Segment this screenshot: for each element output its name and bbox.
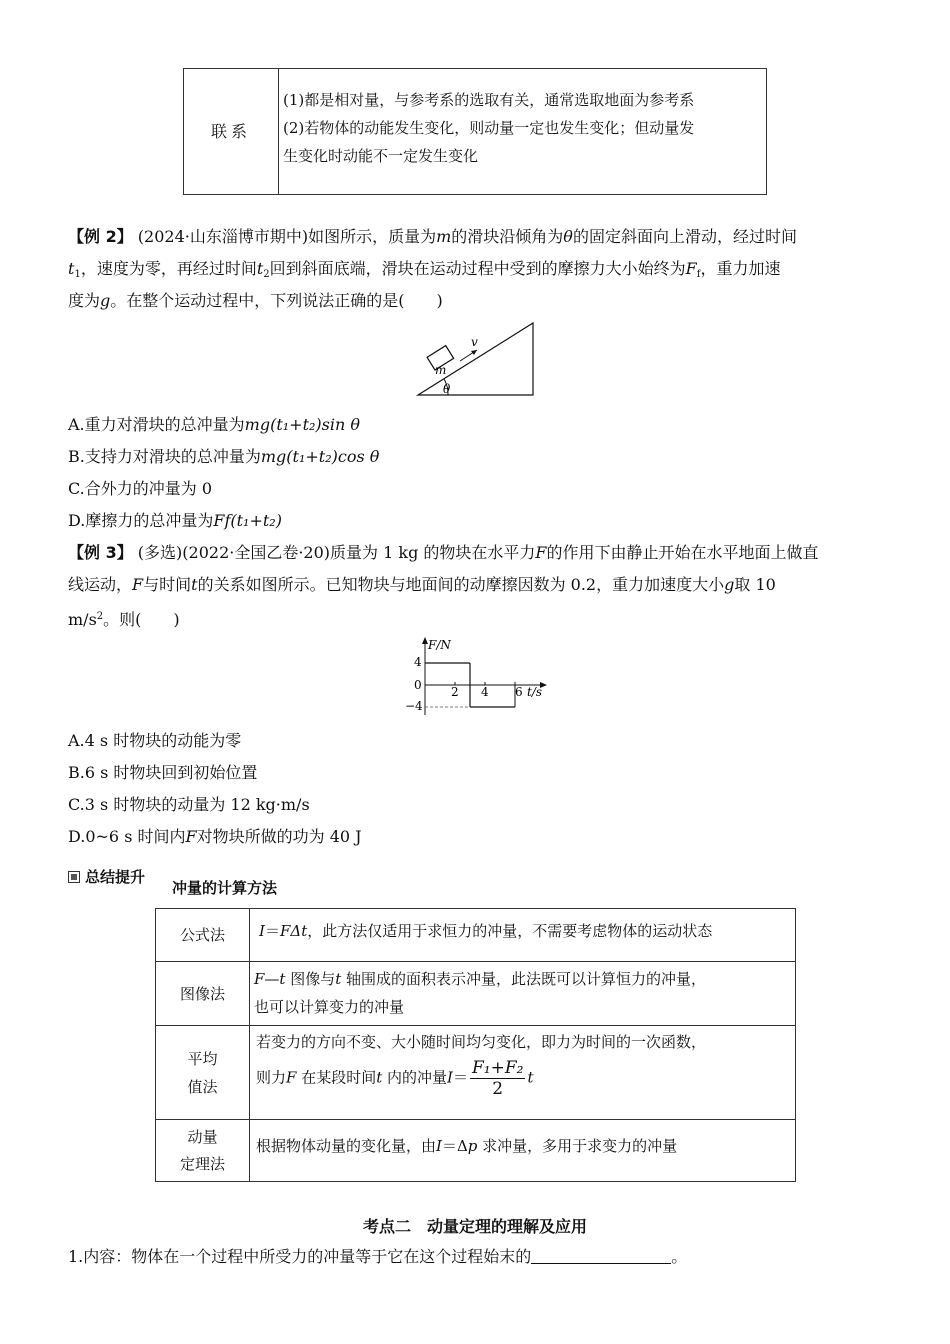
ex2-tag: 【例 2】 bbox=[68, 227, 133, 246]
xtick-6: 6 bbox=[515, 685, 523, 699]
ex2-text: ，重力加速 bbox=[700, 259, 781, 278]
summary-name: 定理法 bbox=[179, 1154, 225, 1173]
item-end: 。 bbox=[671, 1247, 688, 1266]
opt-expr: Ff(t₁+t₂) bbox=[213, 511, 282, 530]
ex3-text: 的关系如图所示。已知物块与地面间的动摩擦因数为 0.2，重力加速度大小 bbox=[197, 575, 725, 594]
ex2-text: 的固定斜面向上滑动，经过时间 bbox=[572, 227, 797, 246]
opt-text: A.重力对滑块的总冲量为 bbox=[68, 415, 245, 434]
ex3-tag: 【例 3】 bbox=[68, 543, 133, 562]
ex2-text: 的滑块沿倾角为 bbox=[451, 227, 564, 246]
var: t bbox=[376, 1068, 383, 1087]
ex2-option-a bbox=[68, 414, 360, 436]
ex2-option-d bbox=[68, 510, 282, 532]
summary-row2-line1 bbox=[254, 965, 795, 993]
ex2-line3 bbox=[68, 290, 443, 312]
summary-title: 冲量的计算方法 bbox=[172, 879, 278, 897]
summary-box-icon bbox=[68, 871, 80, 883]
ex3-var-t: t bbox=[191, 575, 198, 594]
ex3-var-F: F bbox=[535, 543, 547, 562]
summary-row1-content bbox=[249, 908, 796, 962]
item-text: 1.内容：物体在一个过程中所受力的冲量等于它在这个过程始末的 bbox=[68, 1247, 532, 1266]
ex3-option-a: A.4 s 时物块的动能为零 bbox=[68, 731, 242, 750]
var: I bbox=[436, 1137, 442, 1155]
var: t bbox=[527, 1068, 534, 1087]
txt: 在某段时间 bbox=[296, 1068, 377, 1087]
ft-chart bbox=[395, 635, 555, 717]
txt: ＝Δ bbox=[441, 1137, 468, 1155]
var: t bbox=[335, 970, 342, 988]
summary-name: 公式法 bbox=[179, 926, 225, 944]
ex2-text: 。在整个运动过程中，下列说法正确的是( ) bbox=[110, 291, 443, 310]
var: t bbox=[279, 970, 286, 988]
ex3-text: 与时间 bbox=[143, 575, 192, 594]
ex3-text: (多选)(2022·全国乙卷·20)质量为 1 kg 的物块在水平力 bbox=[132, 543, 536, 562]
summary-row1-name bbox=[155, 908, 250, 962]
xlabel: t/s bbox=[527, 685, 543, 699]
summary-name: 值法 bbox=[187, 1077, 218, 1096]
ex3-option-b: B.6 s 时物块回到初始位置 bbox=[68, 763, 258, 782]
ex2-option-b bbox=[68, 446, 379, 468]
summary-row3-line2 bbox=[256, 1058, 795, 1099]
ex3-option-c: C.3 s 时物块的动量为 12 kg·m/s bbox=[68, 795, 310, 814]
ex3-text: 的作用下由静止开始在水平地面上做直 bbox=[546, 543, 819, 562]
txt: ＝ bbox=[452, 1068, 468, 1087]
txt: — bbox=[264, 970, 280, 988]
summary-row3-line1: 若变力的方向不变、大小随时间均匀变化，即力为时间的一次函数， bbox=[256, 1033, 707, 1051]
xtick-4: 4 bbox=[481, 685, 489, 699]
ex3-option-d bbox=[68, 826, 362, 848]
var: I bbox=[259, 922, 265, 940]
ex2-line1 bbox=[68, 226, 797, 248]
summary-row2-line2: 也可以计算变力的冲量 bbox=[254, 998, 405, 1016]
answer-blank[interactable] bbox=[531, 1247, 671, 1264]
ex2-var-F: F bbox=[685, 259, 697, 278]
summary-name: 平均 bbox=[187, 1049, 218, 1068]
ex3-var-F: F bbox=[132, 575, 144, 594]
opt-text: 对物块所做的功为 40 J bbox=[196, 827, 362, 846]
var: I bbox=[447, 1068, 453, 1087]
ex2-var-theta: θ bbox=[563, 227, 573, 246]
var: F bbox=[286, 1068, 297, 1087]
ex3-text: 线运动， bbox=[68, 575, 133, 594]
summary-row3-name bbox=[155, 1025, 250, 1120]
ex2-line2 bbox=[68, 258, 780, 286]
table1-line3: 生变化时动能不一定发生变化 bbox=[283, 147, 479, 165]
summary-header bbox=[68, 866, 145, 887]
txt: 轴围成的面积表示冲量，此法既可以计算恒力的冲量， bbox=[341, 970, 707, 988]
var: p bbox=[467, 1137, 478, 1155]
opt-expr: mg(t₁+t₂)sin θ bbox=[244, 415, 360, 434]
summary-row1-line bbox=[259, 920, 795, 942]
var: F bbox=[254, 970, 265, 988]
section-heading: 考点二 动量定理的理解及应用 bbox=[362, 1217, 587, 1236]
fig-label-theta: θ bbox=[443, 382, 451, 396]
txt: 内的冲量 bbox=[382, 1068, 448, 1087]
ex3-line1 bbox=[68, 542, 819, 564]
opt-text: B.支持力对滑块的总冲量为 bbox=[68, 447, 261, 466]
ex3-line3 bbox=[68, 606, 180, 631]
summary-row4-line bbox=[256, 1135, 795, 1157]
txt: 图像与 bbox=[285, 970, 336, 988]
txt: 根据物体动量的变化量，由 bbox=[256, 1137, 437, 1155]
table1-content-cell bbox=[278, 68, 767, 195]
table1-line2: (2)若物体的动能发生变化，则动量一定也发生变化；但动量发 bbox=[283, 119, 695, 137]
ex2-sub: 1 bbox=[74, 269, 81, 280]
ylabel: F/N bbox=[428, 638, 451, 652]
ex2-sub: f bbox=[696, 269, 701, 280]
fig-label-v: v bbox=[471, 335, 478, 349]
ex2-option-c: C.合外力的冲量为 0 bbox=[68, 479, 213, 498]
summary-row4-content bbox=[249, 1119, 796, 1182]
summary-row2-name bbox=[155, 961, 250, 1026]
ytick-0: 0 bbox=[414, 678, 422, 692]
opt-text: D.摩擦力的总冲量为 bbox=[68, 511, 214, 530]
table1-label-cell bbox=[183, 68, 279, 195]
txt: 则力 bbox=[256, 1068, 287, 1087]
fig-label-m: m bbox=[435, 363, 447, 377]
ex2-var-g: g bbox=[100, 291, 111, 310]
ex3-text: 取 10 bbox=[734, 575, 776, 594]
ex2-text: (2024·山东淄博市期中)如图所示，质量为 bbox=[132, 227, 437, 246]
txt: ＝ bbox=[264, 922, 280, 940]
fraction-numerator: F₁+F₂ bbox=[471, 1058, 524, 1078]
incline-figure bbox=[415, 320, 540, 400]
ex3-sup: 2 bbox=[96, 611, 104, 622]
ex3-line2 bbox=[68, 574, 776, 596]
ex3-var-F: F bbox=[185, 827, 197, 846]
txt: 求冲量，多用于求变力的冲量 bbox=[477, 1137, 678, 1155]
ex2-var-t1: t bbox=[68, 259, 75, 278]
txt: ，此方法仅适用于求恒力的冲量，不需要考虑物体的运动状态 bbox=[307, 922, 713, 940]
ex2-text: 回到斜面底端，滑块在运动过程中受到的摩擦力大小始终为 bbox=[269, 259, 686, 278]
ex3-text: 。则( ) bbox=[103, 610, 180, 629]
var: FΔt bbox=[279, 922, 308, 940]
ex2-sub: 2 bbox=[263, 269, 270, 280]
ytick-neg4: −4 bbox=[405, 699, 423, 713]
summary-name: 动量 bbox=[187, 1127, 218, 1146]
summary-name: 图像法 bbox=[179, 984, 225, 1003]
fraction-denominator: 2 bbox=[492, 1079, 504, 1099]
ex2-var-m: m bbox=[436, 227, 452, 246]
summary-row2-content bbox=[249, 961, 796, 1026]
ytick-4: 4 bbox=[414, 655, 422, 669]
ex3-var-g: g bbox=[724, 575, 735, 594]
ex2-text: ，速度为零，再经过时间 bbox=[80, 259, 257, 278]
average-force-fraction bbox=[470, 1058, 525, 1099]
xtick-2: 2 bbox=[451, 685, 459, 699]
opt-expr: mg(t₁+t₂)cos θ bbox=[260, 447, 380, 466]
summary-row4-name bbox=[155, 1119, 250, 1182]
ex3-text: m/s bbox=[68, 610, 97, 629]
table1-line1: (1)都是相对量，与参考系的选取有关，通常选取地面为参考系 bbox=[283, 91, 695, 109]
section-item1 bbox=[68, 1246, 687, 1268]
summary-row3-content bbox=[249, 1025, 796, 1120]
summary-label: 总结提升 bbox=[85, 868, 146, 886]
ex2-var-t2: t bbox=[256, 259, 264, 278]
table1-row-label: 联系 bbox=[210, 121, 251, 141]
ex2-text: 度为 bbox=[68, 291, 101, 310]
opt-text: D.0~6 s 时间内 bbox=[68, 827, 186, 846]
